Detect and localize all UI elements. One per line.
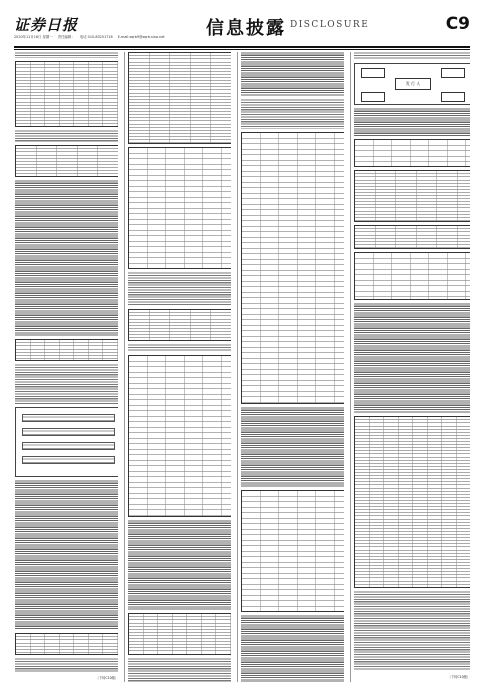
data-table bbox=[128, 52, 231, 144]
article-column-2 bbox=[128, 52, 231, 682]
data-table bbox=[15, 633, 118, 655]
data-table bbox=[128, 613, 231, 655]
subsidiary-node bbox=[441, 92, 465, 102]
article-column-3 bbox=[241, 52, 344, 682]
text-block bbox=[241, 407, 344, 487]
data-table bbox=[354, 225, 470, 249]
text-block bbox=[128, 520, 231, 610]
text-block bbox=[128, 272, 231, 306]
article-column-4 bbox=[354, 52, 470, 682]
editor-label: 责任编辑： bbox=[57, 35, 75, 39]
text-block bbox=[128, 344, 231, 352]
text-block bbox=[241, 52, 344, 96]
phone-number: 电话 010-83251716 bbox=[79, 35, 113, 39]
text-block bbox=[15, 180, 118, 336]
data-table bbox=[354, 170, 470, 222]
flow-step bbox=[22, 414, 115, 422]
section-title-english: DISCLOSURE bbox=[290, 20, 370, 30]
section-title: 信息披露 bbox=[206, 18, 286, 39]
data-table bbox=[241, 132, 344, 404]
flow-step bbox=[22, 456, 115, 464]
issue-date: 2020年11月16日 星期一 bbox=[14, 35, 53, 39]
column-divider bbox=[237, 52, 238, 682]
issue-meta bbox=[14, 34, 169, 39]
text-block bbox=[15, 480, 118, 630]
continued-note: （下转C10版） bbox=[95, 676, 118, 680]
text-block bbox=[354, 591, 470, 671]
data-table bbox=[128, 147, 231, 269]
text-block bbox=[241, 615, 344, 682]
email-address: E-mail:zqrb9@zqrb.sina.net bbox=[117, 35, 165, 39]
ownership-structure-diagram bbox=[354, 63, 470, 105]
shareholder-node bbox=[441, 68, 465, 78]
article-column-1 bbox=[15, 52, 118, 682]
data-table bbox=[128, 309, 231, 341]
flow-diagram bbox=[15, 407, 118, 477]
text-block bbox=[354, 108, 470, 136]
text-block bbox=[354, 52, 470, 60]
text-block bbox=[15, 658, 118, 672]
data-table bbox=[15, 339, 118, 361]
masthead bbox=[14, 14, 470, 44]
data-table bbox=[241, 490, 344, 612]
text-block bbox=[15, 130, 118, 142]
flow-step bbox=[22, 442, 115, 450]
data-table bbox=[354, 252, 470, 300]
flow-step bbox=[22, 428, 115, 436]
text-block bbox=[15, 364, 118, 404]
data-table bbox=[354, 416, 470, 588]
data-table bbox=[15, 61, 118, 127]
text-block bbox=[15, 52, 118, 58]
shareholder-node bbox=[361, 68, 385, 78]
masthead-rule bbox=[14, 46, 470, 48]
text-block bbox=[128, 658, 231, 682]
newspaper-logo: 证券日报 bbox=[14, 16, 79, 34]
data-table bbox=[128, 355, 231, 517]
text-block bbox=[354, 303, 470, 413]
text-block bbox=[241, 99, 344, 129]
page-number: C9 bbox=[445, 14, 470, 34]
column-divider bbox=[350, 52, 351, 682]
data-table bbox=[15, 145, 118, 177]
data-table bbox=[354, 139, 470, 167]
continued-note: （下转C10版） bbox=[447, 675, 470, 679]
masthead-rule-thin bbox=[14, 49, 470, 50]
column-divider bbox=[124, 52, 125, 682]
subsidiary-node bbox=[361, 92, 385, 102]
issuer-node: 发 行 人 bbox=[395, 78, 431, 90]
